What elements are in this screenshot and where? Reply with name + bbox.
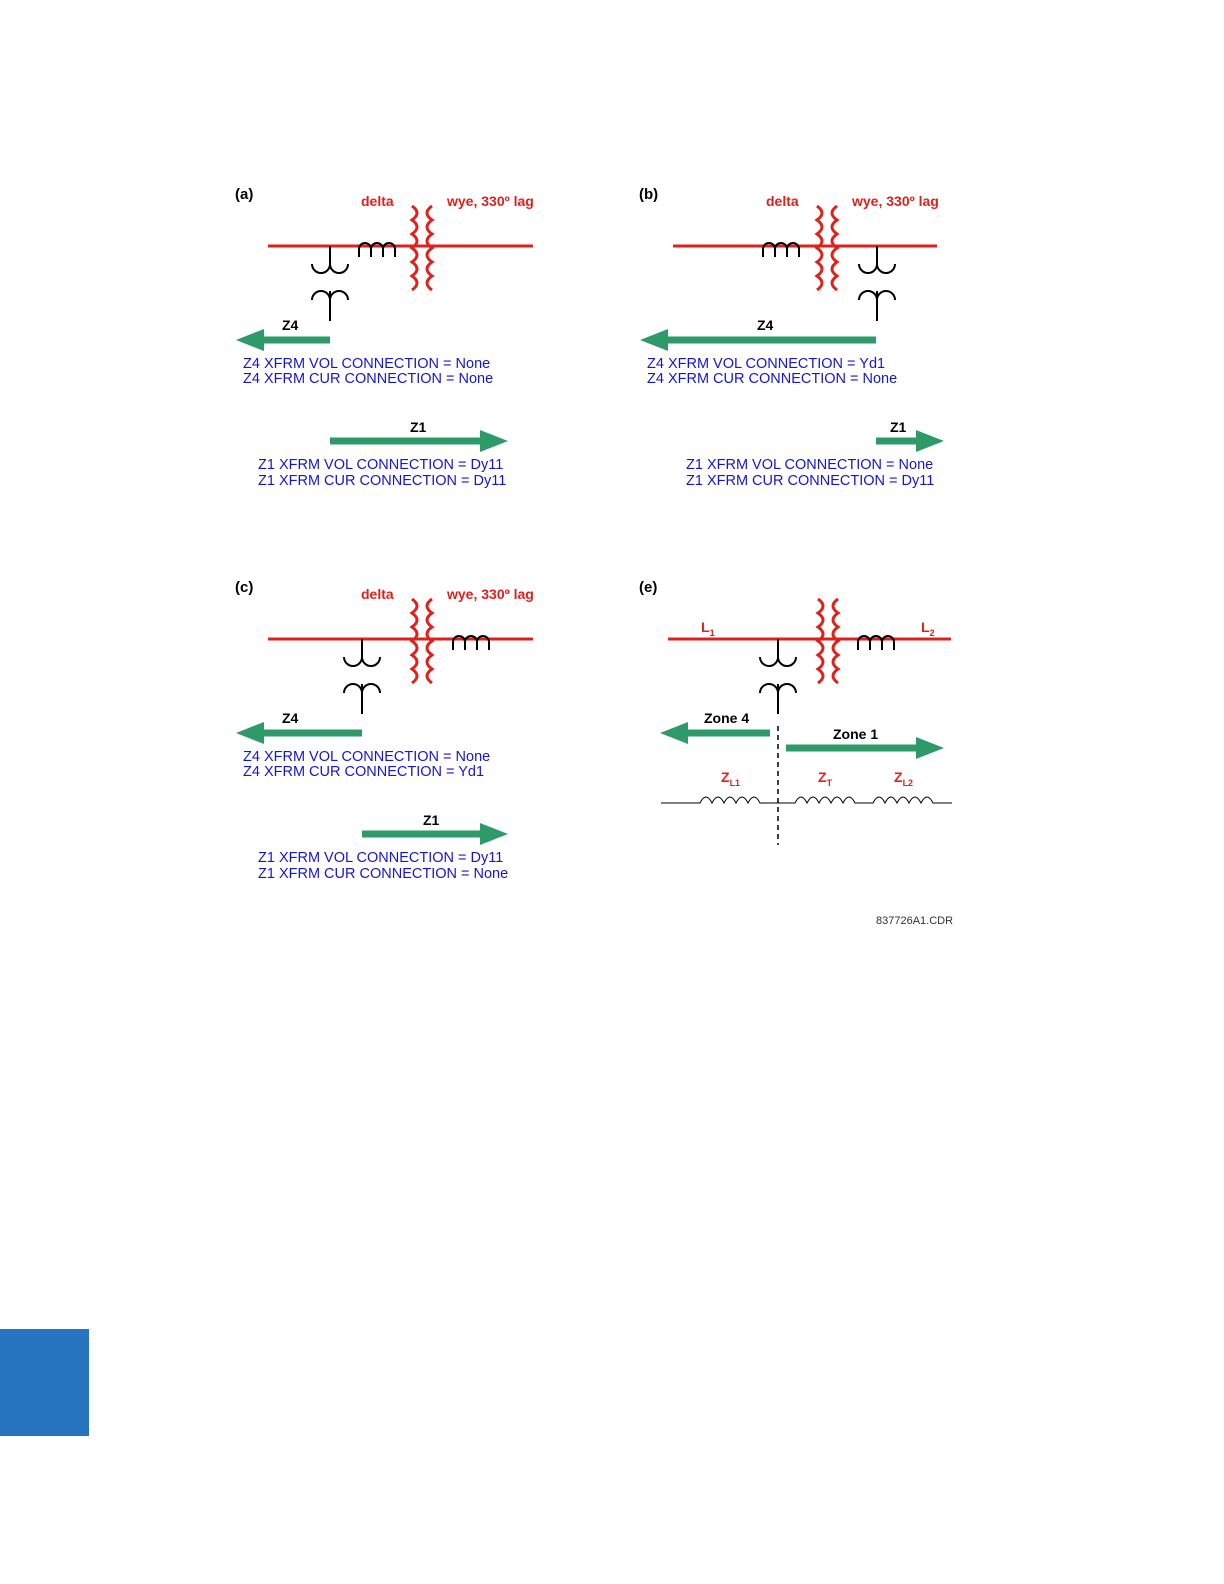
panel-b-z4-cur: Z4 XFRM CUR CONNECTION = None (647, 371, 898, 387)
panel-c-z1-vol: Z1 XFRM VOL CONNECTION = Dy11 (258, 850, 504, 866)
figure-id: 837726A1.CDR (876, 915, 954, 927)
panel-a-z4-label: Z4 (282, 317, 299, 333)
panel-c (235, 579, 534, 882)
panel-a-transformer-secondary (427, 206, 432, 290)
panel-b-wye-label: wye, 330º lag (852, 193, 939, 209)
panel-e (639, 579, 952, 845)
panel-e-zone4-label: Zone 4 (704, 710, 750, 726)
panel-b-z4-vol: Z4 XFRM VOL CONNECTION = Yd1 (647, 356, 886, 372)
panel-b (639, 186, 944, 489)
panel-b-z1-cur: Z1 XFRM CUR CONNECTION = Dy11 (686, 473, 935, 489)
panel-c-z4-label: Z4 (282, 710, 299, 726)
panel-b-z1-vol: Z1 XFRM VOL CONNECTION = None (686, 457, 934, 473)
panel-a-z4-cur: Z4 XFRM CUR CONNECTION = None (243, 371, 494, 387)
panel-b-z1-arrowhead (916, 430, 944, 452)
panel-c-delta-label: delta (361, 586, 394, 602)
panel-e-zone1-arrowhead (916, 737, 944, 759)
panel-e-voltage-transformer (760, 639, 796, 714)
panel-e-zone4-arrowhead (660, 722, 688, 744)
panel-e-l1-label: $L_1$ (701, 619, 715, 638)
panel-c-voltage-transformer (344, 639, 380, 714)
panel-e-transformer-secondary (833, 599, 838, 683)
panel-e-zt-label: $Z_T$ (818, 769, 833, 788)
panel-b-z4-label: Z4 (757, 317, 774, 333)
panel-c-label: (c) (235, 579, 254, 596)
panel-e-l2-label: $L_2$ (921, 619, 935, 638)
panel-b-delta-label: delta (766, 193, 799, 209)
panel-b-z4-arrowhead (640, 329, 668, 351)
panel-b-transformer-primary (817, 206, 822, 290)
panel-a-wye-label: wye, 330º lag (447, 193, 534, 209)
panel-c-z4-arrowhead (236, 722, 264, 744)
panel-b-voltage-transformer (859, 246, 895, 321)
panel-e-zl1-label: $Z_{L1}$ (721, 769, 741, 788)
panel-a-transformer-primary (412, 206, 417, 290)
panel-a-z4-vol: Z4 XFRM VOL CONNECTION = None (243, 356, 491, 372)
panel-a-z1-arrowhead (480, 430, 508, 452)
panel-b-z1-label: Z1 (890, 419, 907, 435)
panel-a-voltage-transformer (312, 246, 348, 321)
panel-c-transformer-primary (412, 599, 417, 683)
panel-b-transformer-secondary (832, 206, 837, 290)
panel-e-zone1-label: Zone 1 (833, 726, 879, 742)
panel-a-z4-arrowhead (236, 329, 264, 351)
panel-c-z1-arrowhead (480, 823, 508, 845)
panel-a-z1-label: Z1 (410, 419, 427, 435)
chapter-side-tab (0, 1329, 89, 1436)
panel-a-z1-vol: Z1 XFRM VOL CONNECTION = Dy11 (258, 457, 504, 473)
panel-b-label: (b) (639, 186, 659, 203)
panel-e-transformer-primary (818, 599, 823, 683)
panel-e-impedance-line (661, 797, 952, 803)
panel-a-label: (a) (235, 186, 254, 203)
panel-a-delta-label: delta (361, 193, 394, 209)
panel-e-label: (e) (639, 579, 658, 596)
panel-c-wye-label: wye, 330º lag (447, 586, 534, 602)
panel-e-zl2-label: $Z_{L2}$ (894, 769, 914, 788)
panel-c-z4-cur: Z4 XFRM CUR CONNECTION = Yd1 (243, 764, 485, 780)
panel-a (235, 186, 534, 489)
panel-a-z1-cur: Z1 XFRM CUR CONNECTION = Dy11 (258, 473, 507, 489)
panel-c-transformer-secondary (427, 599, 432, 683)
panel-c-z4-vol: Z4 XFRM VOL CONNECTION = None (243, 749, 491, 765)
panel-c-z1-cur: Z1 XFRM CUR CONNECTION = None (258, 866, 509, 882)
panel-c-z1-label: Z1 (423, 812, 440, 828)
